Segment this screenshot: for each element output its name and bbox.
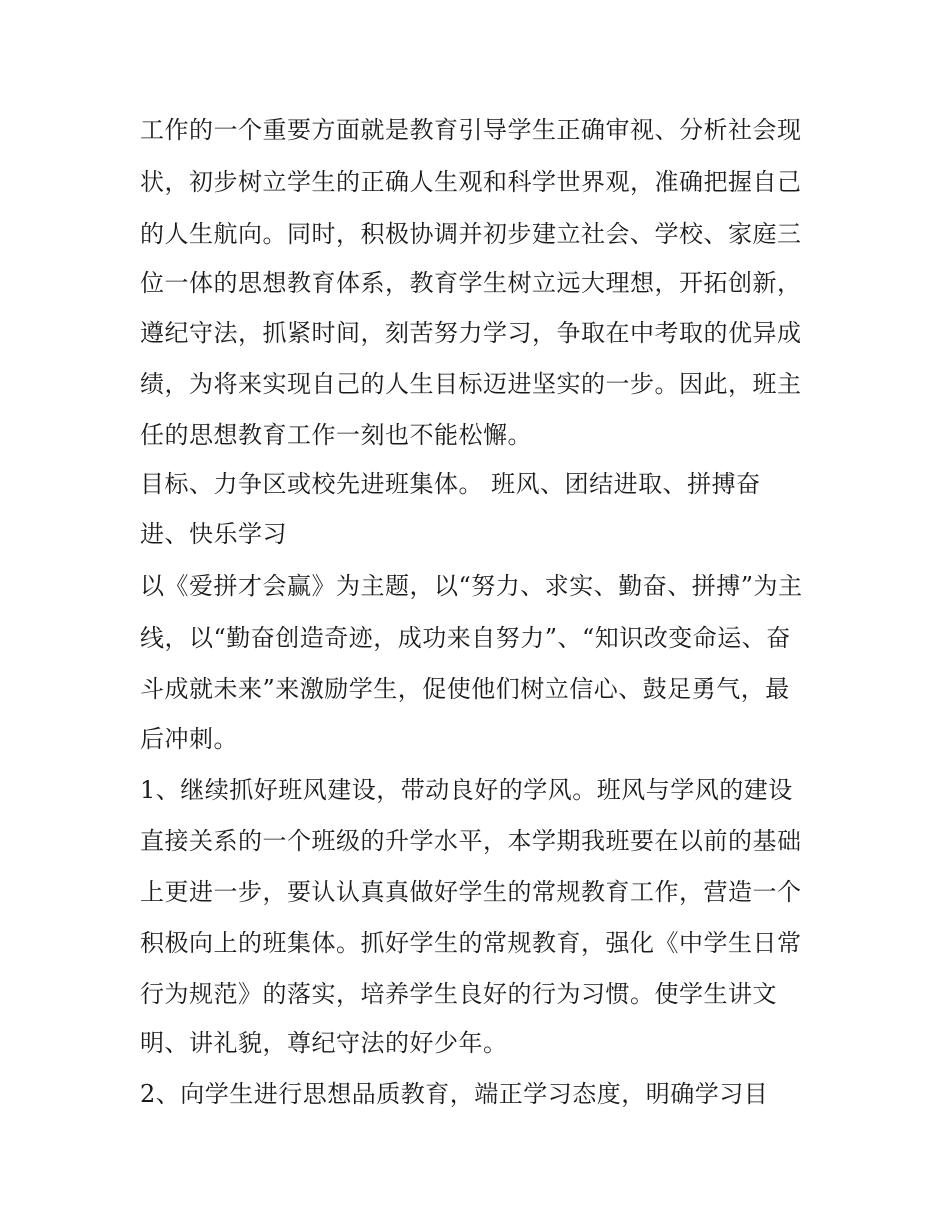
text-line: 位一体的思想教育体系，教育学生树立远大理想，开拓创新，	[140, 269, 802, 297]
text-line: 遵纪守法，抓紧时间，刻苦努力学习，争取在中考取的优异成	[140, 319, 802, 347]
text-line: 进、快乐学习	[140, 520, 287, 548]
text-line: 以《爱拼才会赢》为主题，以“努力、求实、勤奋、拼搏”为主	[140, 572, 803, 600]
text-line: 任的思想教育工作一刻也不能松懈。	[140, 421, 532, 449]
text-line: 后冲刺。	[140, 725, 238, 753]
text-line: 线，以“勤奋创造奇迹，成功来自努力”、“知识改变命运、奋	[140, 624, 791, 652]
text-line: 的人生航向。同时，积极协调并初步建立社会、学校、家庭三	[140, 220, 802, 248]
text-line: 斗成就未来”来激励学生，促使他们树立信心、鼓足勇气，最	[140, 675, 790, 703]
text-line: 直接关系的一个班级的升学水平，本学期我班要在以前的基础	[140, 827, 802, 855]
text-line: 状，初步树立学生的正确人生观和科学世界观，准确把握自己	[140, 168, 802, 196]
text-line: 1、继续抓好班风建设，带动良好的学风。班风与学风的建设	[140, 776, 793, 804]
text-line: 明、讲礼貌，尊纪守法的好少年。	[140, 1029, 508, 1057]
text-line: 行为规范》的落实，培养学生良好的行为习惯。使学生讲文	[140, 980, 777, 1008]
text-line: 目标、力争区或校先进班集体。 班风、团结进取、拼搏奋	[140, 470, 761, 498]
text-line: 上更进一步，要认认真真做好学生的常规教育工作，营造一个	[140, 878, 802, 906]
text-line: 工作的一个重要方面就是教育引导学生正确审视、分析社会现	[140, 116, 802, 144]
text-line: 绩，为将来实现自己的人生目标迈进坚实的一步。因此，班主	[140, 370, 802, 398]
text-line: 积极向上的班集体。抓好学生的常规教育，强化《中学生日常	[140, 929, 802, 957]
text-line: 2、向学生进行思想品质教育，端正学习态度，明确学习目	[140, 1080, 769, 1108]
